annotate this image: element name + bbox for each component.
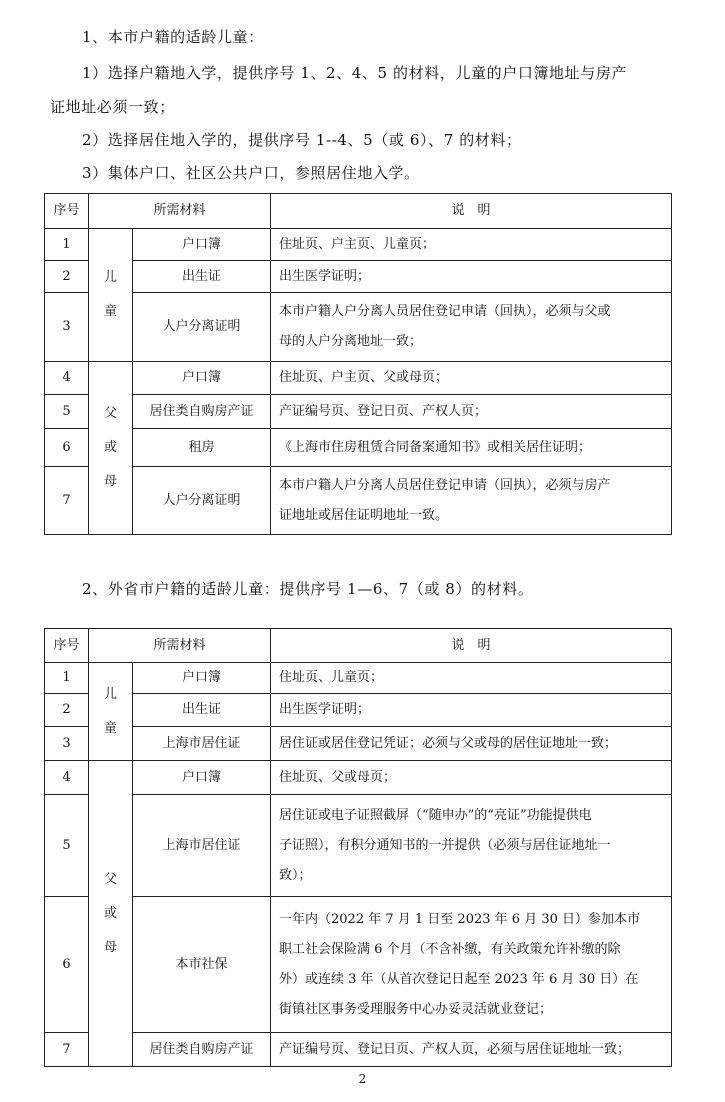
row-no: 5 <box>45 395 89 429</box>
row-material: 户口簿 <box>133 229 271 261</box>
group-char: 父 <box>103 406 117 421</box>
table-row <box>45 897 672 1033</box>
section2-heading: 2、外省市户籍的适龄儿童：提供序号 1—6、7（或 8）的材料。 <box>82 580 534 598</box>
table-row <box>45 663 672 694</box>
header-no: 序号 <box>45 629 89 663</box>
row-no: 4 <box>45 761 89 795</box>
row-material: 户口簿 <box>133 761 271 795</box>
section1-item1-line2: 证地址必须一致； <box>50 98 175 116</box>
group-char: 或 <box>103 440 117 455</box>
desc-line: 证地址或居住证明地址一致。 <box>279 507 449 523</box>
table-row <box>45 362 672 395</box>
table1 <box>44 193 672 535</box>
group-parent <box>89 362 133 535</box>
table-row <box>45 293 672 362</box>
table2 <box>44 628 672 1067</box>
row-material: 出生证 <box>133 694 271 727</box>
table-row <box>45 467 672 535</box>
row-desc: 出生医学证明； <box>271 694 672 727</box>
group-char: 童 <box>103 720 117 736</box>
row-desc: 住址页、户主页、父或母页； <box>271 362 672 395</box>
table-row <box>45 761 672 795</box>
section1-item1-line1: 1）选择户籍地入学，提供序号 1、2、4、5 的材料，儿童的户口簿地址与房产 <box>82 64 628 82</box>
row-desc: 产证编号页、登记日页、产权人页； <box>271 395 672 429</box>
desc-line: 街镇社区事务受理服务中心办妥灵活就业登记； <box>279 1001 553 1017</box>
desc-line: 子证照），有积分通知书的一并提供（必须与居住证地址一 <box>279 837 611 853</box>
row-no: 1 <box>45 229 89 261</box>
row-desc <box>271 795 672 897</box>
table2-header-row <box>45 629 672 663</box>
desc-line: 一年内（2022 年 7 月 1 日至 2023 年 6 月 30 日）参加本市 <box>279 911 640 927</box>
row-no: 7 <box>45 467 89 535</box>
row-no: 5 <box>45 795 89 897</box>
row-desc <box>271 293 672 362</box>
group-char: 童 <box>103 304 117 319</box>
row-desc: 《上海市住房租赁合同备案通知书》或相关居住证明； <box>271 429 672 467</box>
table-row <box>45 795 672 897</box>
row-no: 1 <box>45 663 89 694</box>
row-desc: 住址页、户主页、儿童页； <box>271 229 672 261</box>
row-no: 7 <box>45 1033 89 1067</box>
desc-line: 母的人户分离地址一致； <box>279 334 423 349</box>
table-row <box>45 261 672 293</box>
row-desc: 出生医学证明； <box>271 261 672 293</box>
row-material: 出生证 <box>133 261 271 293</box>
row-material: 人户分离证明 <box>133 293 271 362</box>
page-number: 2 <box>358 1072 367 1086</box>
desc-line: 居住证或电子证照截屏（“随申办”的“亮证”功能提供电 <box>279 807 592 823</box>
row-no: 2 <box>45 261 89 293</box>
row-no: 4 <box>45 362 89 395</box>
group-child <box>89 229 133 362</box>
row-no: 6 <box>45 429 89 467</box>
desc-line: 本市户籍人户分离人员居住登记申请（回执），必须与父或 <box>279 304 611 319</box>
row-material: 租房 <box>133 429 271 467</box>
group-char: 父 <box>103 871 117 887</box>
row-desc: 住址页、父或母页； <box>271 761 672 795</box>
header-material: 所需材料 <box>89 194 271 229</box>
row-no: 3 <box>45 727 89 761</box>
desc-line: 本市户籍人户分离人员居住登记申请（回执），必须与房产 <box>279 477 611 493</box>
row-material: 户口簿 <box>133 362 271 395</box>
desc-line: 职工社会保险满 6 个月（不含补缴，有关政策允许补缴的除 <box>279 941 621 957</box>
group-char: 母 <box>103 474 117 489</box>
header-desc: 说 明 <box>271 194 672 229</box>
row-material: 户口簿 <box>133 663 271 694</box>
header-no: 序号 <box>45 194 89 229</box>
row-no: 6 <box>45 897 89 1033</box>
section1-heading: 1、本市户籍的适龄儿童： <box>82 28 264 46</box>
table-row <box>45 727 672 761</box>
group-char: 母 <box>103 939 117 955</box>
group-char: 儿 <box>103 686 117 702</box>
group-parent <box>89 761 133 1067</box>
row-desc: 居住证或居住登记凭证；必须与父或母的居住证地址一致； <box>271 727 672 761</box>
row-material: 居住类自购房产证 <box>133 1033 271 1067</box>
table-row <box>45 694 672 727</box>
desc-line: 外）或连续 3 年（从首次登记日起至 2023 年 6 月 30 日）在 <box>279 971 639 987</box>
row-no: 3 <box>45 293 89 362</box>
table1-header-row <box>45 194 672 229</box>
row-material: 上海市居住证 <box>133 727 271 761</box>
row-material: 本市社保 <box>133 897 271 1033</box>
row-desc <box>271 467 672 535</box>
row-material: 人户分离证明 <box>133 467 271 535</box>
row-desc <box>271 897 672 1033</box>
group-char: 儿 <box>103 270 117 285</box>
row-material: 上海市居住证 <box>133 795 271 897</box>
table-row <box>45 429 672 467</box>
row-desc: 产证编号页、登记日页、产权人页，必须与居住证地址一致； <box>271 1033 672 1067</box>
group-child <box>89 663 133 761</box>
header-material: 所需材料 <box>89 629 271 663</box>
desc-line: 致）； <box>279 867 312 883</box>
group-char: 或 <box>103 905 117 921</box>
section1-item2: 2）选择居住地入学的，提供序号 1--4、5（或 6）、7 的材料； <box>82 131 522 149</box>
row-desc: 住址页、儿童页； <box>271 663 672 694</box>
table-row <box>45 1033 672 1067</box>
table-row <box>45 395 672 429</box>
row-material: 居住类自购房产证 <box>133 395 271 429</box>
header-desc: 说 明 <box>271 629 672 663</box>
section1-item3: 3）集体户口、社区公共户口，参照居住地入学。 <box>82 164 420 182</box>
row-no: 2 <box>45 694 89 727</box>
table-row <box>45 229 672 261</box>
